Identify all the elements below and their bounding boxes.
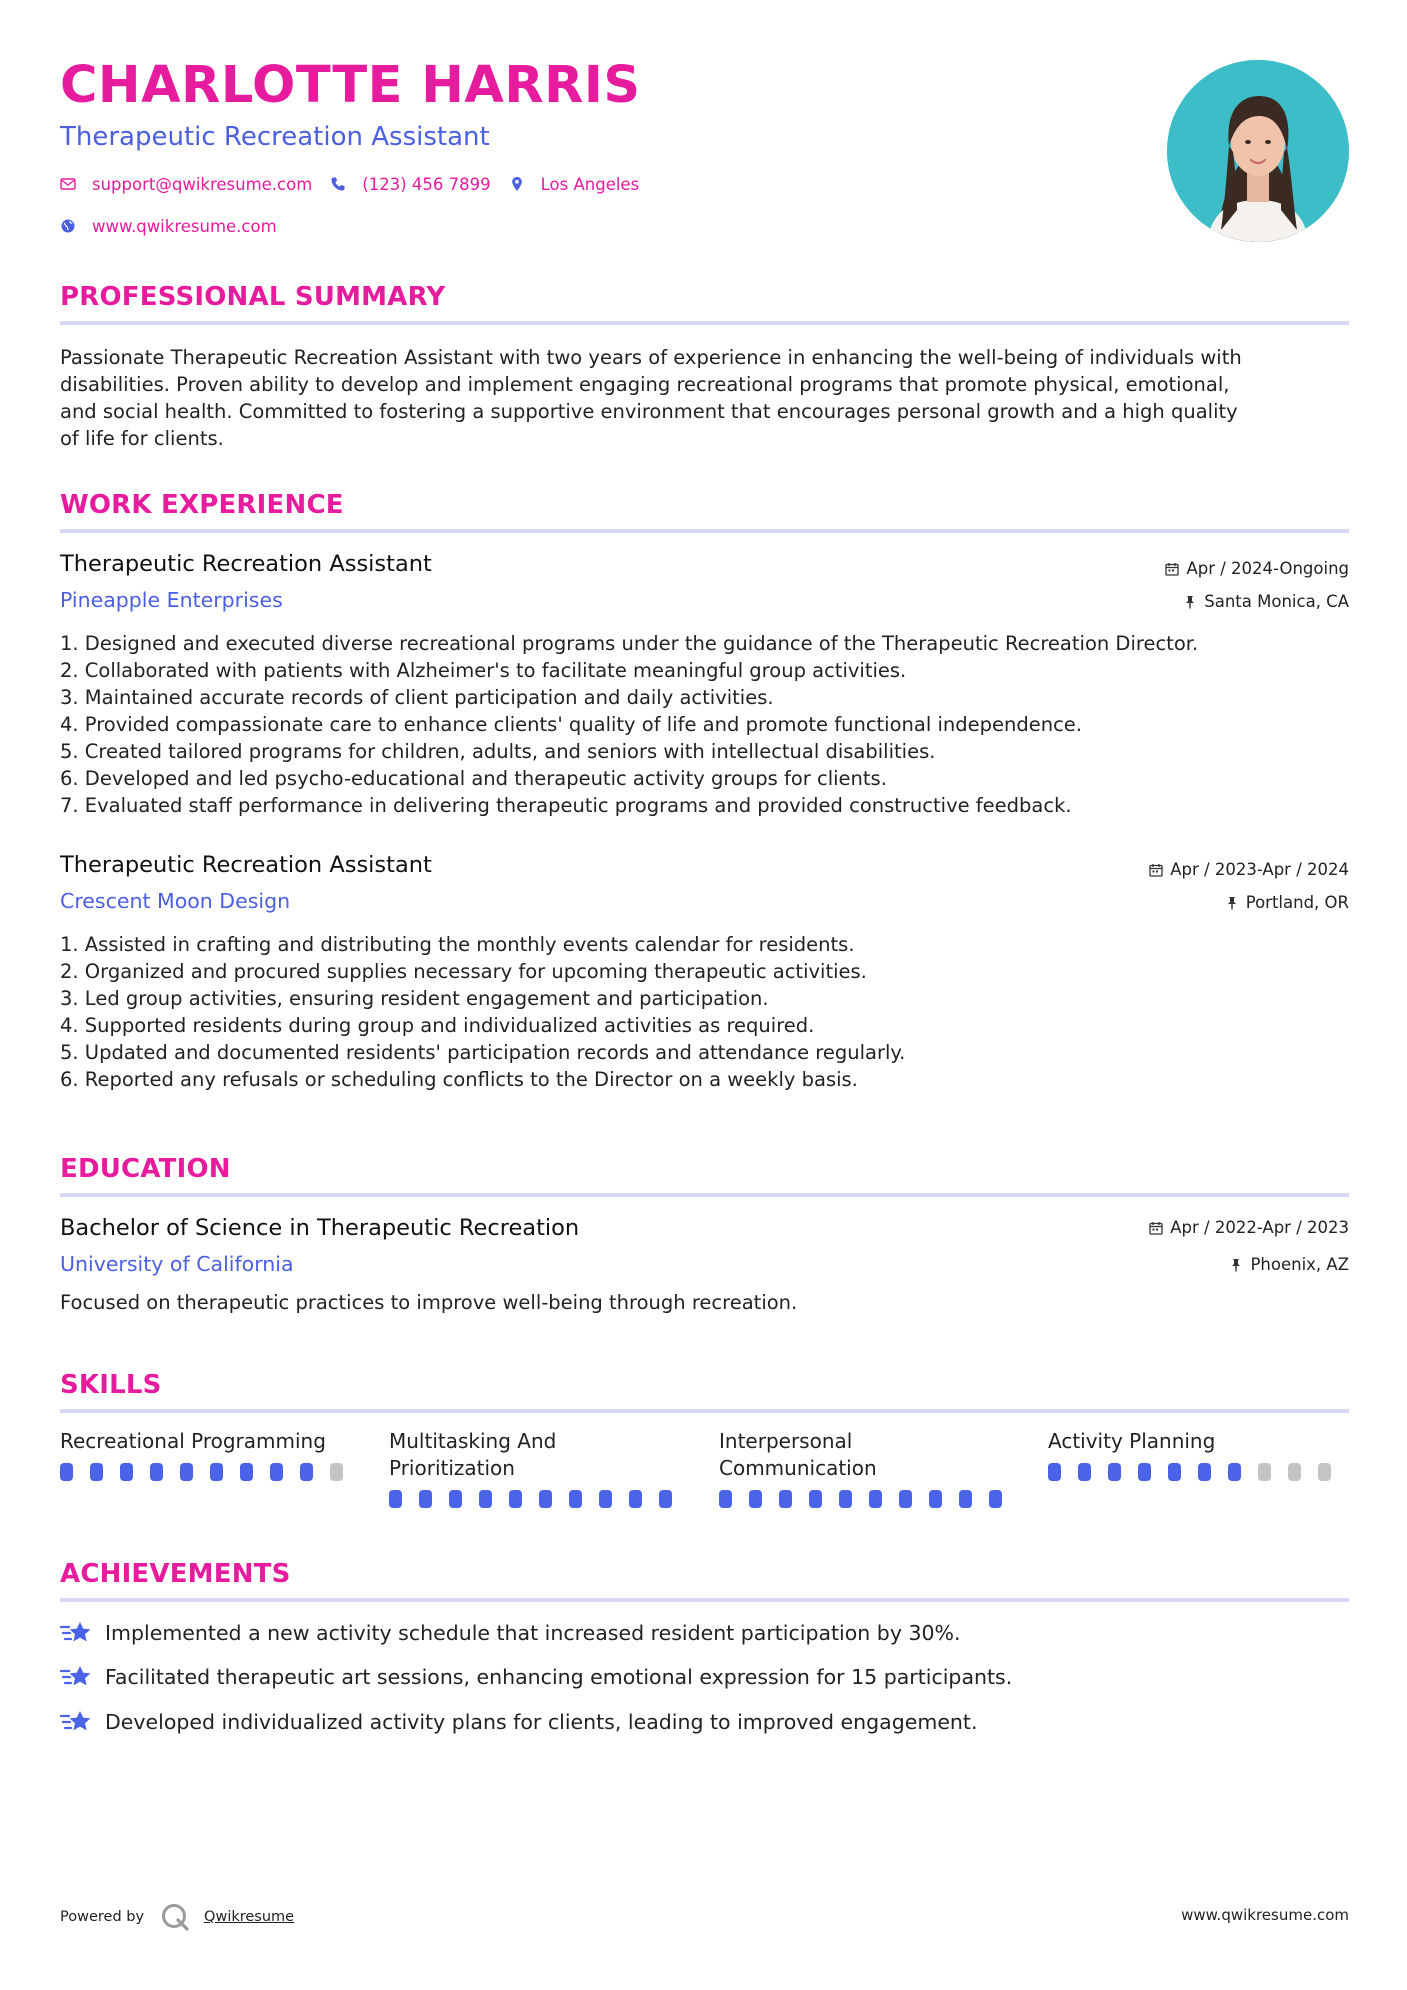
rating-dot-filled — [809, 1490, 822, 1508]
skill-rating — [1048, 1463, 1348, 1481]
qwikresume-link[interactable]: Qwikresume — [204, 1909, 295, 1925]
calendar-icon — [1165, 562, 1179, 576]
skill-name-line: Activity Planning — [1048, 1429, 1216, 1453]
list-item: 7. Evaluated staff performance in delivering therapeutic programs and provided constructive feedback. — [60, 794, 1072, 817]
rating-dot-filled — [419, 1490, 432, 1508]
skill-name-line: Recreational Programming — [60, 1429, 326, 1453]
job-title: Therapeutic Recreation Assistant — [60, 551, 432, 577]
email-text: support@qwikresume.com — [92, 174, 313, 194]
skill-item — [1048, 1428, 1348, 1481]
rating-dot-filled — [1078, 1463, 1091, 1481]
education-description: Focused on therapeutic practices to improve well-being through recreation. — [60, 1291, 798, 1314]
rating-dot-filled — [1168, 1463, 1181, 1481]
skill-name-line: Communication — [719, 1456, 877, 1480]
rating-dot-filled — [1138, 1463, 1151, 1481]
job-responsibilities — [60, 931, 1349, 1093]
rating-dot-filled — [1228, 1463, 1241, 1481]
rating-dot-filled — [929, 1490, 942, 1508]
rating-dot-filled — [869, 1490, 882, 1508]
rating-dot-filled — [150, 1463, 163, 1481]
job-company: Pineapple Enterprises — [60, 588, 283, 612]
job-location — [1225, 893, 1349, 912]
website-text: www.qwikresume.com — [92, 216, 277, 236]
contact-info — [60, 172, 657, 256]
achievement-item — [60, 1708, 977, 1736]
skill-item — [389, 1428, 689, 1508]
achievements-heading: ACHIEVEMENTS — [60, 1559, 291, 1589]
skill-name-line: Prioritization — [389, 1456, 515, 1480]
rating-dot-filled — [60, 1463, 73, 1481]
list-item: 1. Assisted in crafting and distributing the monthly events calendar for residents. — [60, 933, 855, 956]
education-location — [1229, 1255, 1349, 1274]
achievement-item — [60, 1663, 1012, 1691]
education-dates — [1149, 1218, 1349, 1237]
list-item: 4. Supported residents during group and individualized activities as required. — [60, 1014, 815, 1037]
rating-dot-filled — [449, 1490, 462, 1508]
rating-dot-filled — [839, 1490, 852, 1508]
skills-heading: SKILLS — [60, 1370, 162, 1400]
job-company: Crescent Moon Design — [60, 889, 291, 913]
rating-dot-filled — [270, 1463, 283, 1481]
location-text: Los Angeles — [540, 174, 640, 194]
rating-dot-filled — [479, 1490, 492, 1508]
rating-dot-filled — [1048, 1463, 1061, 1481]
list-item: 4. Provided compassionate care to enhance clients' quality of life and promote functional independence. — [60, 713, 1082, 736]
rating-dot-filled — [749, 1490, 762, 1508]
rating-dot-empty — [1318, 1463, 1331, 1481]
rating-dot-empty — [330, 1463, 343, 1481]
skill-rating — [60, 1463, 360, 1481]
rating-dot-filled — [210, 1463, 223, 1481]
rating-dot-filled — [120, 1463, 133, 1481]
list-item: 2. Collaborated with patients with Alzheimer's to facilitate meaningful group activities. — [60, 659, 907, 682]
summary-line: disabilities. Proven ability to develop and implement engaging recreational programs that promote physical, emotional, — [60, 373, 1230, 396]
skill-rating — [719, 1490, 1019, 1508]
school-name: University of California — [60, 1252, 294, 1276]
list-item: 5. Created tailored programs for children, adults, and seniors with intellectual disabilities. — [60, 740, 936, 763]
section-divider — [60, 321, 1349, 325]
section-divider — [60, 1193, 1349, 1197]
section-divider — [60, 529, 1349, 533]
rating-dot-filled — [509, 1490, 522, 1508]
skill-name-line: Interpersonal — [719, 1429, 853, 1453]
achievement-text: Implemented a new activity schedule that increased resident participation by 30%. — [105, 1621, 961, 1645]
qwikresume-logo-icon — [160, 1902, 190, 1932]
rating-dot-empty — [1258, 1463, 1271, 1481]
phone-icon — [330, 176, 346, 192]
rating-dot-empty — [1288, 1463, 1301, 1481]
rating-dot-filled — [659, 1490, 672, 1508]
pushpin-icon — [1183, 595, 1197, 609]
job-dates — [1149, 860, 1349, 879]
achievement-item — [60, 1619, 961, 1647]
candidate-title: Therapeutic Recreation Assistant — [60, 122, 490, 152]
list-item: 2. Organized and procured supplies necessary for upcoming therapeutic activities. — [60, 960, 867, 983]
rating-dot-filled — [629, 1490, 642, 1508]
experience-heading: WORK EXPERIENCE — [60, 490, 344, 520]
rating-dot-filled — [1198, 1463, 1211, 1481]
contact-location — [509, 175, 640, 194]
map-pin-icon — [509, 176, 525, 192]
rating-dot-filled — [90, 1463, 103, 1481]
skill-rating — [389, 1490, 689, 1508]
rating-dot-filled — [569, 1490, 582, 1508]
list-item: 5. Updated and documented residents' participation records and attendance regularly. — [60, 1041, 906, 1064]
rating-dot-filled — [539, 1490, 552, 1508]
achievement-text: Developed individualized activity plans for clients, leading to improved engagement. — [105, 1710, 978, 1734]
star-icon — [60, 1708, 92, 1736]
list-item: 6. Developed and led psycho-educational and therapeutic activity groups for clients. — [60, 767, 887, 790]
pushpin-icon — [1225, 896, 1239, 910]
profile-photo — [1167, 60, 1349, 242]
achievement-text: Facilitated therapeutic art sessions, enhancing emotional expression for 15 participants. — [105, 1665, 1013, 1689]
degree-title: Bachelor of Science in Therapeutic Recreation — [60, 1215, 580, 1241]
rating-dot-filled — [240, 1463, 253, 1481]
globe-icon — [60, 218, 76, 234]
section-divider — [60, 1598, 1349, 1602]
footer-branding — [60, 1902, 294, 1932]
rating-dot-filled — [719, 1490, 732, 1508]
skill-item — [60, 1428, 360, 1481]
summary-text — [60, 344, 1349, 452]
summary-line: and social health. Committed to fostering a supportive environment that encourages personal growth and a high quality — [60, 400, 1238, 423]
calendar-icon — [1149, 863, 1163, 877]
skill-item — [719, 1428, 1019, 1508]
powered-by-label: Powered by — [60, 1909, 145, 1925]
list-item: 3. Led group activities, ensuring resident engagement and participation. — [60, 987, 769, 1010]
section-divider — [60, 1409, 1349, 1413]
contact-email[interactable] — [60, 175, 312, 194]
list-item: 6. Reported any refusals or scheduling conflicts to the Director on a weekly basis. — [60, 1068, 858, 1091]
envelope-icon — [60, 176, 76, 192]
skill-name — [389, 1428, 689, 1482]
rating-dot-filled — [389, 1490, 402, 1508]
candidate-name: CHARLOTTE HARRIS — [60, 56, 641, 115]
footer-url[interactable]: www.qwikresume.com — [1181, 1906, 1349, 1924]
list-item: 3. Maintained accurate records of client participation and daily activities. — [60, 686, 774, 709]
rating-dot-filled — [989, 1490, 1002, 1508]
rating-dot-filled — [180, 1463, 193, 1481]
job-dates-text: Apr / 2023-Apr / 2024 — [1170, 860, 1349, 879]
skill-name — [719, 1428, 1019, 1482]
education-location-text: Phoenix, AZ — [1250, 1255, 1349, 1274]
education-heading: EDUCATION — [60, 1154, 231, 1184]
job-dates-text: Apr / 2024-Ongoing — [1186, 559, 1349, 578]
job-location-text: Santa Monica, CA — [1204, 592, 1349, 611]
star-icon — [60, 1619, 92, 1647]
education-dates-text: Apr / 2022-Apr / 2023 — [1170, 1218, 1349, 1237]
phone-text: (123) 456 7899 — [362, 174, 491, 194]
skill-name-line: Multitasking And — [389, 1429, 557, 1453]
rating-dot-filled — [599, 1490, 612, 1508]
skill-name — [1048, 1428, 1348, 1455]
contact-website[interactable] — [60, 217, 277, 236]
summary-line: of life for clients. — [60, 427, 224, 450]
rating-dot-filled — [779, 1490, 792, 1508]
pushpin-icon — [1229, 1258, 1243, 1272]
job-location-text: Portland, OR — [1245, 893, 1349, 912]
rating-dot-filled — [300, 1463, 313, 1481]
job-responsibilities — [60, 630, 1349, 819]
rating-dot-filled — [899, 1490, 912, 1508]
skill-name — [60, 1428, 360, 1455]
rating-dot-filled — [1108, 1463, 1121, 1481]
rating-dot-filled — [959, 1490, 972, 1508]
job-location — [1183, 592, 1349, 611]
calendar-icon — [1149, 1221, 1163, 1235]
star-icon — [60, 1663, 92, 1691]
summary-line: Passionate Therapeutic Recreation Assistant with two years of experience in enhancing the well-being of individuals with — [60, 346, 1242, 369]
list-item: 1. Designed and executed diverse recreational programs under the guidance of the Therapeutic Recreation Director. — [60, 632, 1199, 655]
contact-phone[interactable] — [330, 175, 490, 194]
job-dates — [1165, 559, 1349, 578]
job-title: Therapeutic Recreation Assistant — [60, 852, 432, 878]
summary-heading: PROFESSIONAL SUMMARY — [60, 282, 446, 312]
